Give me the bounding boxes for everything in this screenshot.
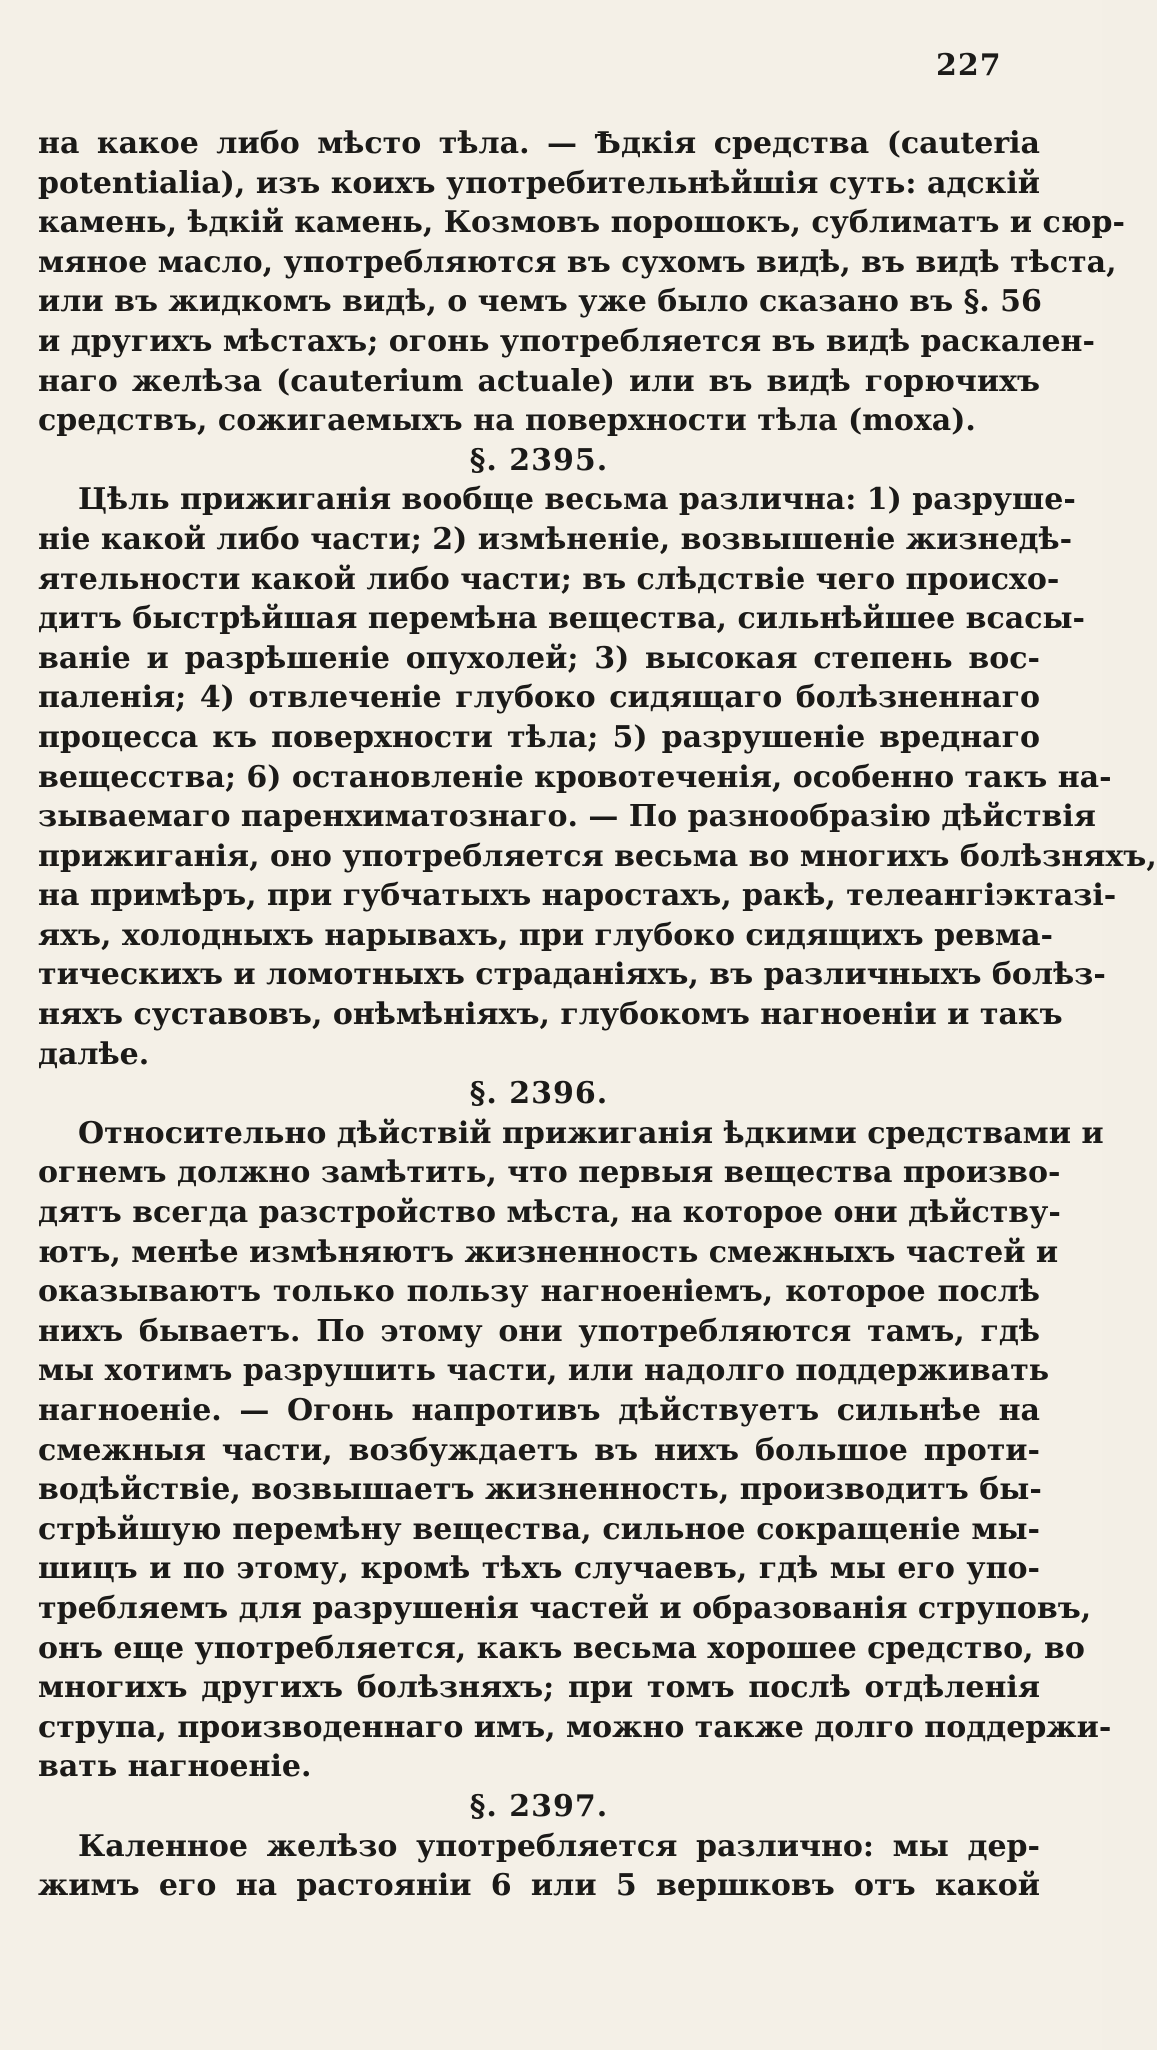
text-line: огнемъ должно замѣтить, что первыя вещества произво-: [38, 1155, 1061, 1191]
text-line: онъ еще употребляется, какъ весьма хорошее средство, во: [38, 1630, 1085, 1666]
text-line: мяное масло, употребляются въ сухомъ видѣ, въ видѣ тѣста,: [38, 244, 1117, 280]
text-line: вать нагноеніе.: [38, 1749, 312, 1785]
text-line: смежныя части, возбуждаетъ въ нихъ большое проти-: [38, 1432, 1040, 1468]
section-heading-2395: §. 2395.: [469, 442, 609, 478]
section-heading-2396: §. 2396.: [469, 1076, 609, 1112]
text-line: требляемъ для разрушенія частей и образованія струповъ,: [38, 1590, 1092, 1626]
paragraph-continuation: [38, 124, 1125, 441]
text-line: Относительно дѣйствій прижиганія ѣдкими средствами и: [78, 1115, 1104, 1151]
text-line: дитъ быстрѣйшая перемѣна вещества, сильнѣйшее всасы-: [38, 601, 1085, 637]
text-line: зываемаго паренхиматознаго. — По разнообразію дѣйствія: [38, 799, 1096, 835]
text-line: яхъ, холодныхъ нарывахъ, при глубоко сидящихъ ревма-: [38, 917, 1053, 953]
text-line: или въ жидкомъ видѣ, о чемъ уже было сказано въ §. 56: [38, 284, 1042, 320]
paragraph-2396: [38, 1114, 1112, 1787]
section-heading-2397: §. 2397.: [469, 1788, 609, 1824]
text-line: водѣйствіе, возвышаетъ жизненность, производитъ бы-: [38, 1472, 1042, 1508]
text-line: процесса къ поверхности тѣла; 5) разрушеніе вреднаго: [38, 719, 1040, 755]
text-line: ніе какой либо части; 2) измѣненіе, возвышеніе жизнедѣ-: [38, 521, 1073, 557]
paragraph-2397: [38, 1827, 1040, 1906]
text-line: ютъ, менѣе измѣняютъ жизненность смежныхъ частей и: [38, 1234, 1059, 1270]
text-line: на примѣръ, при губчатыхъ наростахъ, ракѣ, телеангіэктазі-: [38, 878, 1117, 914]
text-line: тическихъ и ломотныхъ страданіяхъ, въ различныхъ болѣз-: [38, 957, 1106, 993]
text-line: potentialia), изъ коихъ употребительнѣйшія суть: адскій: [38, 165, 1040, 201]
text-line: оказываютъ только пользу нагноеніемъ, которое послѣ: [38, 1274, 1040, 1310]
text-line: паленія; 4) отвлеченіе глубоко сидящаго болѣзненнаго: [38, 680, 1040, 716]
text-line: далѣе.: [38, 1036, 150, 1072]
text-line: наго желѣза (cauterium actuale) или въ видѣ горючихъ: [38, 363, 1040, 399]
text-line: мы хотимъ разрушить части, или надолго поддерживать: [38, 1353, 1050, 1389]
text-line: Каленное желѣзо употребляется различно: мы дер-: [78, 1828, 1040, 1864]
text-line: камень, ѣдкій камень, Козмовъ порошокъ, сублиматъ и сюр-: [38, 205, 1125, 241]
text-line: шицъ и по этому, кромѣ тѣхъ случаевъ, гдѣ мы его упо-: [38, 1551, 1040, 1587]
text-line: няхъ суставовъ, онѣмѣніяхъ, глубокомъ нагноеніи и такъ: [38, 997, 1063, 1033]
text-line: средствъ, сожигаемыхъ на поверхности тѣла (moxa).: [38, 403, 976, 439]
text-line: ятельности какой либо части; въ слѣдствіе чего происхо-: [38, 561, 1060, 597]
page-number: 227: [936, 48, 1002, 83]
text-line: Цѣль прижиганія вообще весьма различна: 1) разруше-: [78, 482, 1076, 518]
text-line: жимъ его на растояніи 6 или 5 вершковъ отъ какой: [38, 1868, 1040, 1904]
text-line: ваніе и разрѣшеніе опухолей; 3) высокая степень вос-: [38, 640, 1040, 676]
paragraph-2395: [38, 480, 1157, 1074]
text-line: прижиганія, оно употребляется весьма во многихъ болѣзняхъ,: [38, 838, 1157, 874]
text-line: нагноеніе. — Огонь напротивъ дѣйствуетъ сильнѣе на: [38, 1393, 1040, 1428]
body-text: [38, 124, 1157, 1906]
text-line: струпа, производеннаго имъ, можно также долго поддержи-: [38, 1709, 1112, 1745]
text-line: нихъ бываетъ. По этому они употребляются тамъ, гдѣ: [38, 1313, 1040, 1349]
text-line: стрѣйшую перемѣну вещества, сильное сокращеніе мы-: [38, 1511, 1040, 1547]
text-line: вещесства; 6) остановленіе кровотеченія, особенно такъ на-: [38, 759, 1112, 795]
text-line: дятъ всегда разстройство мѣста, на которое они дѣйству-: [38, 1195, 1061, 1231]
text-line: на какое либо мѣсто тѣла. — Ѣдкія средства (cauteria: [38, 126, 1040, 161]
text-line: и другихъ мѣстахъ; огонь употребляется въ видѣ раскален-: [38, 323, 1095, 359]
text-line: многихъ другихъ болѣзняхъ; при томъ послѣ отдѣленія: [38, 1670, 1040, 1706]
